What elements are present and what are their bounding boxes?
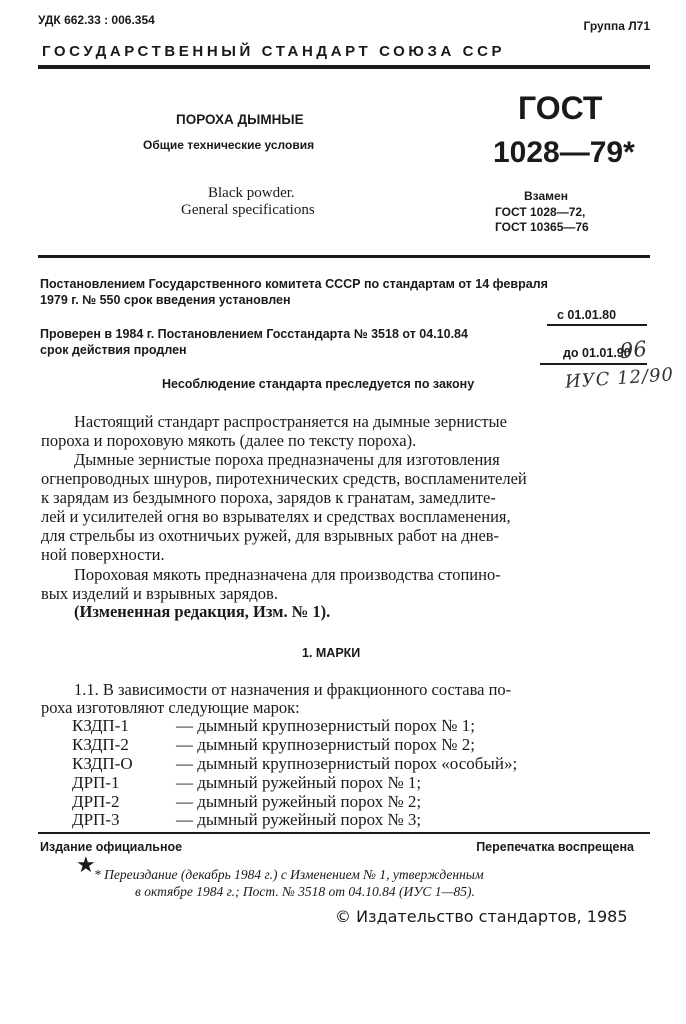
replaces-label: Взамен: [524, 189, 568, 203]
decree-line-2: 1979 г. № 550 срок введения установлен: [40, 293, 291, 307]
mark-code: ДРП-2: [72, 792, 120, 811]
title-en: Black powder.: [208, 185, 295, 201]
section-1-text-line-1: 1.1. В зависимости от назначения и фракционного состава по-: [74, 680, 512, 699]
reissue-note-line-1: * Переиздание (декабрь 1984 г.) с Изменением № 1, утвержденным: [94, 867, 484, 882]
mark-description: — дымный крупнозернистый порох «особый»;: [176, 754, 518, 773]
official-edition: Издание официальное: [40, 840, 183, 854]
intro-p2-line-1: Дымные зернистые пороха предназначены для изготовления: [74, 450, 500, 469]
intro-p2-line-6: ной поверхности.: [41, 545, 165, 564]
intro-p2-line-4: лей и усилителей огня во взрывателях и средствах воспламенения,: [41, 507, 511, 526]
mark-description: — дымный ружейный порох № 2;: [176, 792, 422, 811]
intro-p1-line-2: пороха и пороховую мякоть (далее по тексту пороха).: [41, 431, 417, 450]
mark-description: — дымный ружейный порох № 1;: [176, 773, 422, 792]
handwritten-annotation-ius: ИУС 12/90: [564, 364, 675, 393]
footer-rule: [38, 832, 650, 834]
subtitle-ru: Общие технические условия: [143, 138, 315, 152]
check-line-1: Проверен в 1984 г. Постановлением Госстандарта № 3518 от 04.10.84: [40, 327, 468, 341]
intro-p2-line-3: к зарядам из бездымного пороха, зарядов к гранатам, замедлите-: [41, 488, 496, 507]
reprint-prohibited: Перепечатка воспрещена: [476, 840, 634, 854]
header-rule: [38, 65, 650, 69]
section-1-heading: 1. МАРКИ: [302, 646, 361, 660]
intro-p2-line-2: огнепроводных шнуров, пиротехнических средств, воспламенителей: [41, 469, 527, 488]
law-notice: Несоблюдение стандарта преследуется по закону: [162, 377, 475, 391]
mark-description: — дымный крупнозернистый порох № 1;: [176, 716, 475, 735]
mark-code: ДРП-3: [72, 810, 120, 829]
revision-note: (Измененная редакция, Изм. № 1).: [74, 602, 331, 621]
subtitle-en: General specifications: [181, 202, 315, 218]
check-line-2: срок действия продлен: [40, 343, 187, 357]
mark-code: КЗДП-О: [72, 754, 133, 773]
mark-code: КЗДП-1: [72, 716, 129, 735]
intro-p3-line-1: Пороховая мякоть предназначена для производства стопино-: [74, 565, 501, 584]
group-code: Группа Л71: [583, 19, 650, 33]
mark-code: ДРП-1: [72, 773, 120, 792]
effective-date-underline: [547, 324, 647, 326]
replaces-standard-2: ГОСТ 10365—76: [495, 220, 589, 234]
intro-p3-line-2: вых изделий и взрывных зарядов.: [41, 584, 278, 603]
extended-date: до 01.01.90: [563, 346, 631, 360]
replaces-standard-1: ГОСТ 1028—72,: [495, 205, 586, 219]
mark-description: — дымный ружейный порох № 3;: [176, 810, 422, 829]
effective-date: с 01.01.80: [557, 308, 617, 322]
intro-p1-line-1: Настоящий стандарт распространяется на дымные зернистые: [74, 412, 507, 431]
title-ru: ПОРОХА ДЫМНЫЕ: [176, 112, 304, 127]
star-icon: ★: [76, 852, 96, 877]
handwritten-annotation-year: 96: [618, 336, 648, 364]
mark-description: — дымный крупнозернистый порох № 2;: [176, 735, 475, 754]
udk-code: УДК 662.33 : 006.354: [38, 13, 155, 27]
decree-line-1: Постановлением Государственного комитета СССР по стандартам от 14 февраля: [40, 277, 548, 291]
mark-code: КЗДП-2: [72, 735, 129, 754]
gost-label: ГОСТ: [518, 90, 603, 126]
intro-p2-line-5: для стрельбы из охотничьих ружей, для взрывных работ на днев-: [41, 526, 500, 545]
state-standard-banner: ГОСУДАРСТВЕННЫЙ СТАНДАРТ СОЮЗА ССР: [42, 43, 506, 60]
reissue-note-line-2: в октябре 1984 г.; Пост. № 3518 от 04.10.84 (ИУС 1—85).: [135, 884, 475, 899]
gost-number: 1028—79*: [493, 136, 635, 169]
extended-date-underline: [540, 363, 647, 365]
title-rule: [38, 255, 650, 258]
section-1-text-line-2: роха изготовляют следующие марок:: [41, 698, 300, 717]
publisher-copyright: © Издательство стандартов, 1985: [335, 907, 628, 926]
